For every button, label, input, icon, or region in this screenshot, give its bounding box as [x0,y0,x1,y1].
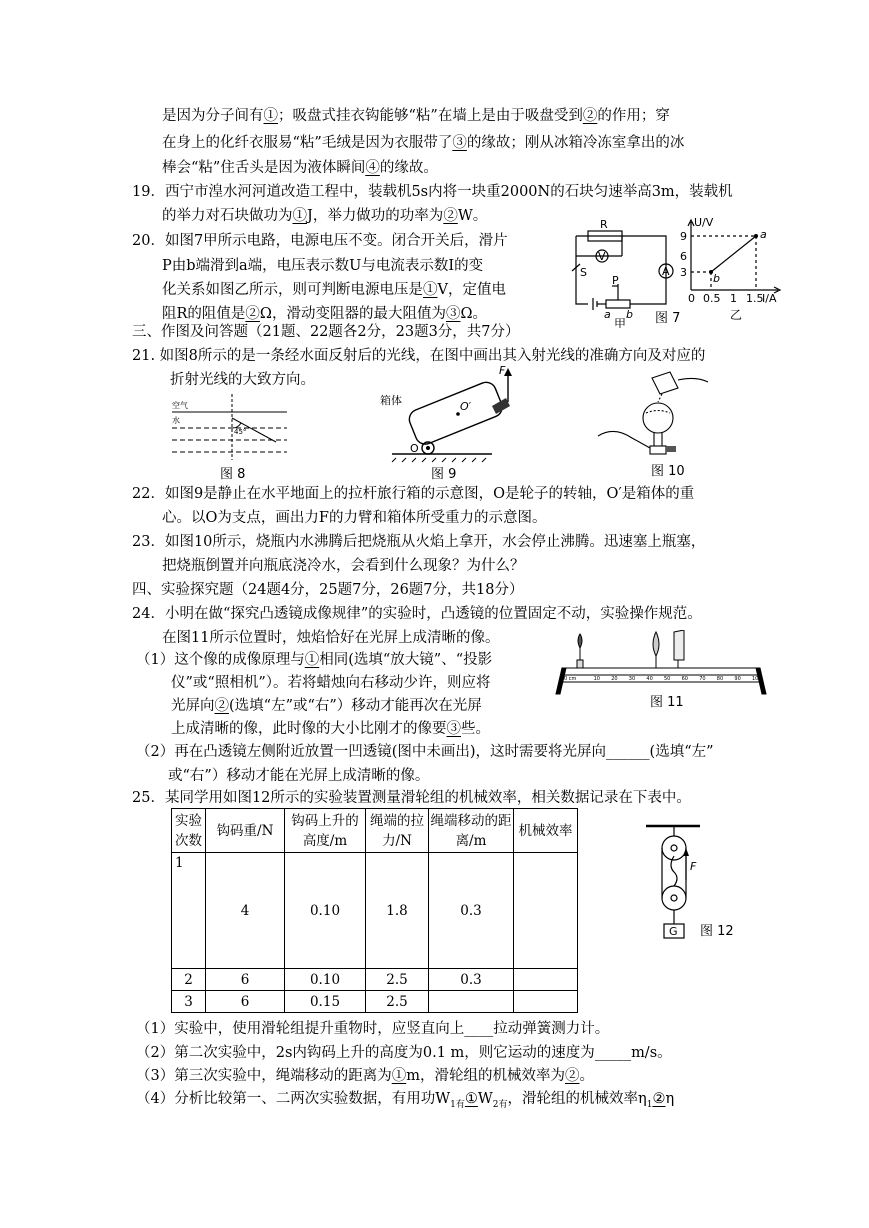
cell: 2.5 [366,991,429,1013]
cell: 0.3 [429,853,514,969]
q25-sub4 [136,1089,674,1115]
text: ；吸盘式挂衣钩能够“粘”在墙上是由于吸盘受到 [278,108,583,124]
sub-label-jia: 甲 [614,317,627,328]
subscript: 2有 [492,1099,508,1110]
cell: 0.15 [285,991,366,1013]
q23-line2: 把烧瓶倒置并向瓶底浇冷水，会看到什么现象？为什么？ [162,558,525,574]
blank: ① [464,1091,478,1107]
ruler-tick-label: 100 [752,676,762,682]
ruler-zero: 0 cm [564,676,577,682]
figure-7-caption: 图 7 [655,311,681,326]
x-tick: 1 [730,292,737,305]
text: （3）第三次实验中，绳端移动的距离为 [136,1068,392,1084]
water-label: 水 [172,416,180,425]
figure-12 [644,822,704,942]
blank: ② [582,108,598,124]
force-label: F [499,366,506,377]
table-row [172,991,578,1013]
cell: 6 [206,969,285,991]
ruler-tick-label: 50 [664,676,671,682]
cell: 4 [206,853,285,969]
header-cell: 钩码重/N [206,809,285,853]
cell: 1.8 [366,853,429,969]
ruler-tick-label: 90 [734,676,741,682]
text: 光屏向 [171,698,215,714]
blank: ② [245,306,260,322]
ruler-tick-label: 30 [628,676,636,682]
angle-label: 45° [234,428,247,436]
q25-line1: 25．某同学用如图12所示的实验装置测量滑轮组的机械效率，相关数据记录在下表中。 [132,790,691,806]
text: 相同(选填“放大镜”、“投影 [319,652,493,668]
blank: _____ [594,1045,632,1061]
q20-line4 [162,304,487,324]
q21-line1: 21. 如图8所示的是一条经水面反射后的光线，在图中画出其入射光线的准确方向及对应的 [132,348,706,364]
y-tick: 6 [680,250,687,263]
q24-sub1-line3 [171,696,482,716]
q24-sub1-line4 [171,719,490,739]
text: (选填“左”或“右”）移动才能再次在光屏 [229,698,482,714]
header-cell: 实验次数 [172,809,206,853]
text: 的作用；穿 [597,108,670,124]
point-a-label: a [760,228,767,241]
label-r: R [600,218,608,231]
slider-label: P [612,274,619,287]
q18-line2 [162,133,684,153]
cell [514,853,578,969]
x-axis-label: I/A [762,292,777,305]
switch-label: S [580,266,587,279]
text: 的举力对石块做功为 [162,208,293,224]
blank: ① [391,1068,407,1084]
q20-line2: P由b端滑到a端，电压表示数U与电流表示数I的变 [162,258,484,274]
force-label: F [690,860,697,873]
figure-8 [172,392,287,462]
ruler-tick-label: 10 [593,676,600,682]
text: η [665,1091,675,1107]
cell: 2 [172,969,206,991]
q22-line1: 22．如图9是静止在水平地面上的拉杆旅行箱的示意图，O是轮子的转轴，O′是箱体的重 [132,486,695,502]
q24-line1: 24．小明在做“探究凸透镜成像规律”的实验时，凸透镜的位置固定不动，实验操作规范。 [132,606,702,622]
y-tick: 3 [680,266,687,279]
voltmeter-label: V [598,250,606,263]
cell [514,991,578,1013]
q20-line3 [162,280,506,300]
blank: ③ [446,721,461,737]
x-tick: 1.5 [746,292,764,305]
text: m/s。 [631,1045,672,1061]
text: W。 [457,208,488,224]
cell [514,969,578,991]
text: （1）这个像的成像原理与 [136,652,305,668]
text: 化关系如图乙所示，则可判断电源电压是 [162,282,423,298]
text: 的缘故；刚从冰箱冷冻室拿出的冰 [466,135,685,151]
y-tick: 9 [680,230,687,243]
header-cell: 绳端的拉力/N [366,809,429,853]
table-header-row [172,809,578,853]
data-table [171,808,578,1013]
figure-11-caption: 图 11 [650,695,684,710]
section-3-heading: 三、作图及问答题（21题、22题各2分，23题3分，共7分） [132,324,520,340]
point-b-label: b [713,272,720,285]
blank: ① [263,108,278,124]
q19-line1: 19．西宁市湟水河河道改造工程中，装载机5s内将一块重2000N的石块匀速举高3m，装载机 [132,184,733,200]
q24-sub2-line1: （2）再在凸透镜左侧附近放置一凹透镜(图中未画出)，这时需要将光屏向______(选填“左” [136,744,714,760]
text: V，定值电 [437,282,506,298]
blank: ① [423,282,438,298]
figure-10 [592,368,727,460]
end-a-label: a [604,308,611,321]
blank: ③ [445,306,461,322]
q25-sub3 [136,1066,594,1086]
blank: ① [304,652,320,668]
figure-11 [552,630,770,696]
q23-line1: 23．如图10所示，烧瓶内水沸腾后把烧瓶从火焰上拿开，水会停止沸腾。迅速塞上瓶塞， [132,534,706,550]
q24-sub1-line2: 仪”或“照相机”）。若将蜡烛向右移动少许，则应将 [171,675,491,691]
q18-line1 [162,106,670,126]
cell: 6 [206,991,285,1013]
figure-9-caption: 图 9 [431,467,457,482]
blank: ③ [452,135,467,151]
text: 在身上的化纤衣服易“粘”毛绒是因为衣服带了 [162,135,453,151]
text: 是因为分子间有 [162,108,264,124]
text: 的缘故。 [379,160,438,176]
text: ，滑轮组的机械效率η [507,1091,647,1107]
blank: ② [214,698,229,714]
text: 阻R的阻值是 [162,306,246,322]
text: Ω。 [460,306,487,322]
end-b-label: b [626,308,633,321]
q24-line2: 在图11所示位置时，烛焰恰好在光屏上成清晰的像。 [162,630,500,646]
q20-line1: 20．如图7甲所示电路，电源电压不变。闭合开关后，滑片 [132,233,508,249]
ruler-tick-label: 60 [681,676,688,682]
q19-line2 [162,206,487,226]
sub-label-yi: 乙 [730,308,743,322]
cell: 1 [172,853,206,969]
figure-8-caption: 图 8 [220,467,246,482]
section-4-heading: 四、实验探究题（24题4分，25题7分，26题7分，共18分） [132,582,524,598]
ruler-tick-label: 70 [699,676,706,682]
ruler-tick-label: 80 [716,676,724,682]
blank: ④ [365,160,380,176]
text: J，举力做功的功率为 [307,208,444,224]
cell: 3 [172,991,206,1013]
q18-line3 [162,158,438,178]
q24-sub1-line1 [136,650,492,670]
text: Ω，滑动变阻器的最大阻值为 [259,306,446,322]
figure-12-caption: 图 12 [700,924,734,939]
table-row [172,969,578,991]
q21-line2: 折射光线的大致方向。 [170,372,315,388]
blank: ② [652,1091,666,1107]
q22-line2: 心。以O为支点，画出力F的力臂和箱体所受重力的示意图。 [162,510,547,526]
cell: 0.10 [285,969,366,991]
cell: 0.3 [429,969,514,991]
cell [429,991,514,1013]
text: 上成清晰的像，此时像的大小比刚才的像要 [171,721,447,737]
pivot-label: O [410,442,419,455]
y-axis-label: U/V [694,216,714,229]
cell: 2.5 [366,969,429,991]
q24-sub2-line2: 或“右”）移动才能在光屏上成清晰的像。 [168,768,430,784]
text: W [477,1091,493,1107]
ruler-tick-label: 20 [611,676,618,682]
subscript: 1 [646,1099,653,1110]
ammeter-label: A [662,265,670,278]
center-label: O′ [460,400,472,413]
box-label: 箱体 [380,394,402,407]
weight-label: G [669,925,678,938]
cell: 0.10 [285,853,366,969]
q25-sub1: （1）实验中，使用滑轮组提升重物时，应竖直向上____拉动弹簧测力计。 [136,1021,610,1037]
text: 棒会“粘”住舌头是因为液体瞬间 [162,160,366,176]
header-cell: 绳端移动的距离/m [429,809,514,853]
text: （2）第二次实验中，2s内钩码上升的高度为0.1 m，则它运动的速度为 [136,1045,595,1061]
blank: ② [564,1068,580,1084]
figure-9 [372,366,527,466]
text: m，滑轮组的机械效率为 [406,1068,565,1084]
air-label: 空气 [172,401,188,410]
blank: ② [443,208,458,224]
x-tick: 0.5 [703,292,721,305]
subscript: 1有 [450,1099,465,1110]
figure-10-caption: 图 10 [651,464,685,479]
text: 些。 [461,721,490,737]
table-row [172,853,578,969]
header-cell: 钩码上升的高度/m [285,809,366,853]
blank: ① [292,208,307,224]
text: 。 [579,1068,594,1084]
q25-sub2 [136,1043,672,1063]
header-cell: 机械效率 [514,809,578,853]
ruler-tick-label: 40 [646,676,653,682]
text: （4）分析比较第一、二两次实验数据，有用功W [136,1091,451,1107]
x-tick: 0 [688,292,695,305]
